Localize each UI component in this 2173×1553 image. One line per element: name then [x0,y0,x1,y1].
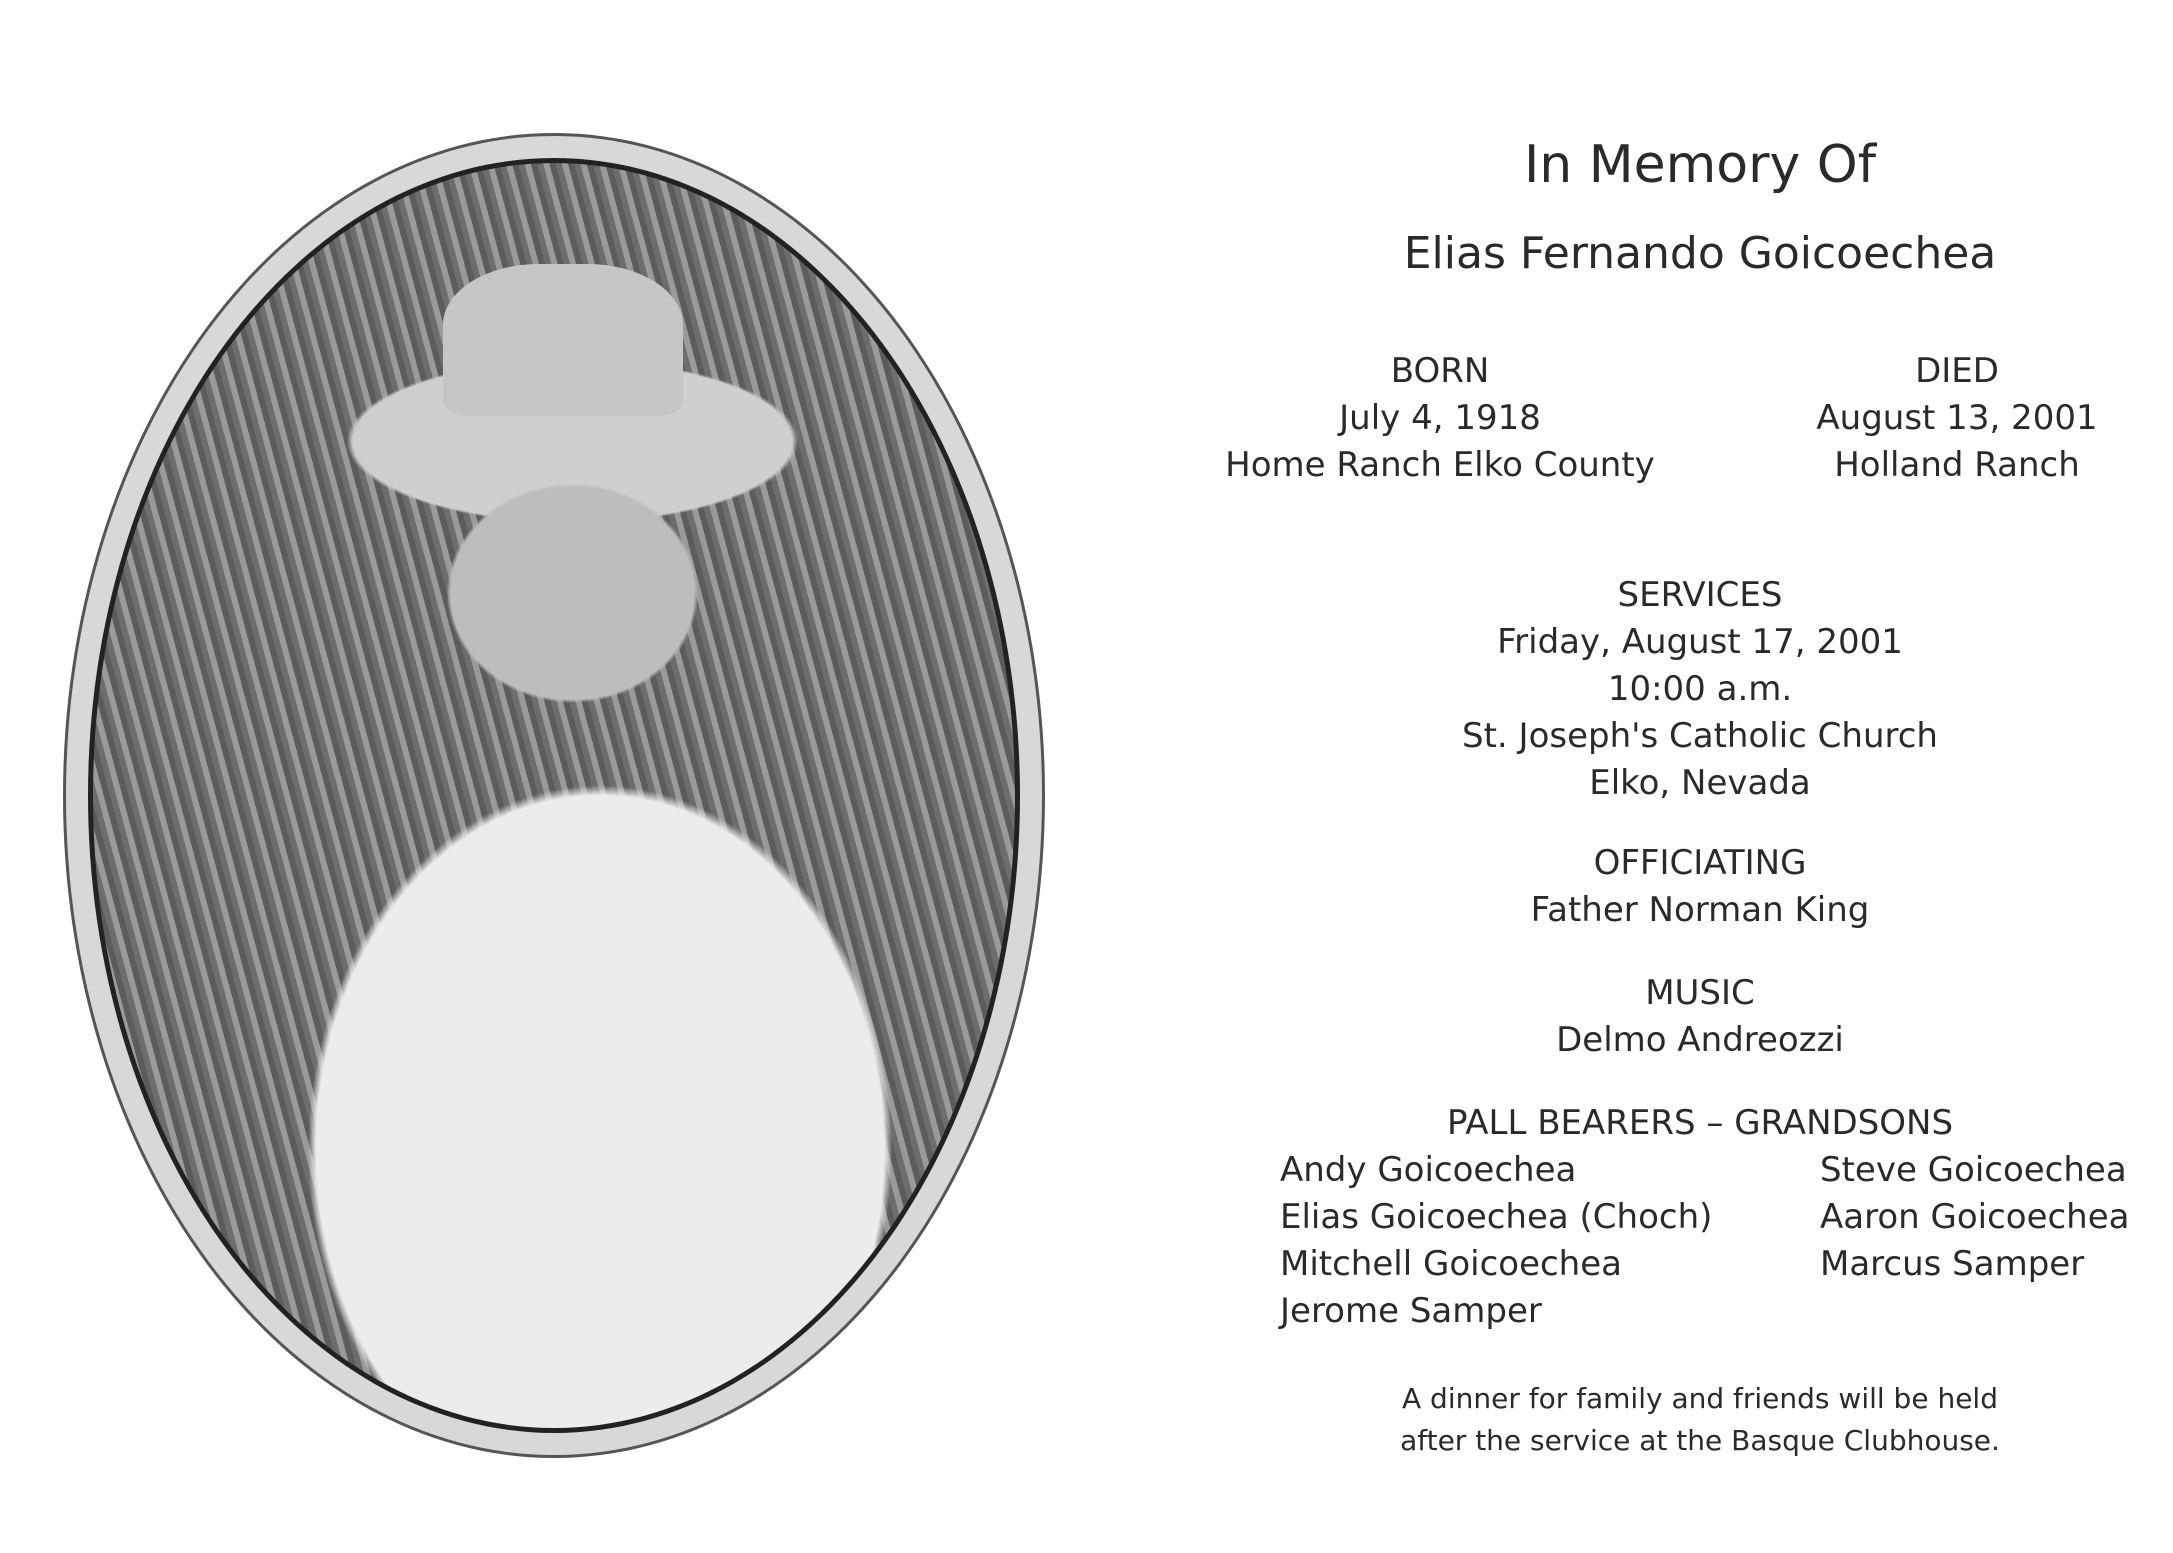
pall-bearer: Marcus Samper [1820,1244,2085,1284]
pall-bearers-right [1820,1147,2130,1288]
pall-bearers-left [1280,1147,1712,1335]
born-date: July 4, 1918 [1339,398,1541,438]
died-date: August 13, 2001 [1816,398,2098,438]
services-church: St. Joseph's Catholic Church [1462,716,1938,756]
portrait-photo [88,158,1020,1433]
pall-bearer: Aaron Goicoechea [1820,1197,2130,1237]
portrait-frame [63,133,1045,1458]
pall-bearer: Mitchell Goicoechea [1280,1244,1622,1284]
pall-bearer: Elias Goicoechea (Choch) [1280,1197,1713,1237]
pall-bearers-heading: PALL BEARERS – GRANDSONS [1446,1103,1954,1143]
music-section [1300,970,2100,1064]
died-heading: DIED [1915,351,1999,391]
dinner-note [1300,1378,2100,1462]
services-time: 10:00 a.m. [1607,669,1793,709]
deceased-name: Elias Fernando Goicoechea [1403,228,1997,279]
pall-bearer: Jerome Samper [1280,1291,1542,1331]
dinner-line: A dinner for family and friends will be held [1402,1382,1998,1415]
pall-bearer: Andy Goicoechea [1280,1150,1577,1190]
services-heading: SERVICES [1617,575,1783,615]
officiating-heading: OFFICIATING [1593,843,1807,883]
pall-bearer: Steve Goicoechea [1820,1150,2127,1190]
dinner-line: after the service at the Basque Clubhouse. [1400,1424,2000,1457]
services-date: Friday, August 17, 2001 [1497,622,1903,662]
cowboy-hat [443,264,683,416]
memorial-title: In Memory Of [1523,135,1877,195]
music-name: Delmo Andreozzi [1556,1020,1844,1060]
died-place: Holland Ranch [1834,445,2080,485]
born-heading: BORN [1390,351,1490,391]
born-section [1140,348,1740,489]
born-place: Home Ranch Elko County [1225,445,1655,485]
services-city: Elko, Nevada [1589,763,1811,803]
officiating-section [1300,840,2100,934]
officiating-name: Father Norman King [1530,890,1870,930]
services-section [1300,572,2100,807]
died-section [1757,348,2157,489]
music-heading: MUSIC [1645,973,1755,1013]
